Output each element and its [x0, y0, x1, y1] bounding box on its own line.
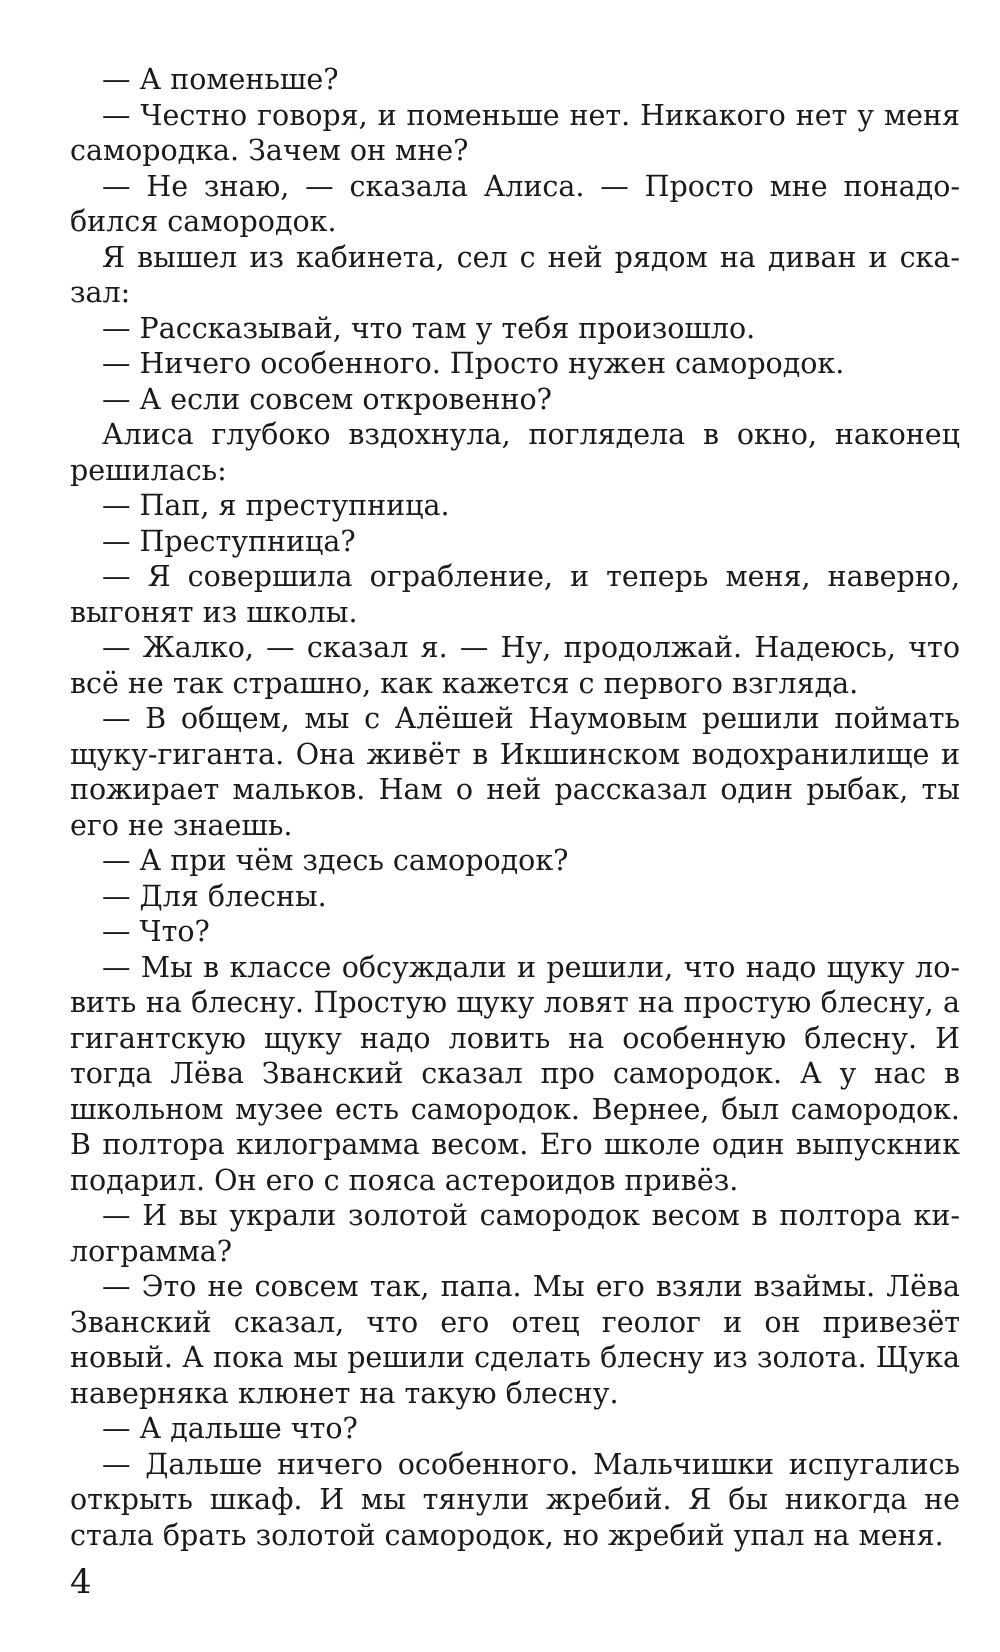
- paragraph: — Честно говоря, и поменьше нет. Никакого нет у меня самородка. Зачем он мне?: [70, 98, 960, 167]
- paragraph: Я вышел из кабинета, сел с ней рядом на диван и сказал:: [70, 240, 960, 309]
- paragraph: — А дальше что?: [102, 1412, 358, 1445]
- paragraph: — Преступница?: [102, 524, 356, 558]
- paragraph: — А если совсем откровенно?: [102, 382, 552, 416]
- paragraph: — Рассказывай, что там у тебя произошло.: [102, 311, 756, 345]
- paragraph: — Что?: [102, 915, 210, 948]
- paragraph: — Я совершила ограбление, и теперь меня, наверно, выгонят из школы.: [70, 560, 960, 629]
- paragraph: Алиса глубоко вздохнула, поглядела в окно, наконец решилась:: [70, 418, 960, 487]
- paragraph: — И вы украли золотой самородок весом в полтора килограмма?: [70, 1199, 960, 1268]
- paragraph: — Пап, я преступница.: [102, 489, 450, 522]
- paragraph: — Для блесны.: [102, 879, 327, 913]
- paragraph: — Не знаю, — сказала Алиса. — Просто мне понадобился самородок.: [70, 169, 960, 238]
- page-number: 4: [70, 1562, 92, 1602]
- body-text: [70, 62, 960, 1553]
- paragraph: — Дальше ничего особенного. Мальчишки испугались открыть шкаф. И мы тянули жребий. Я бы никогда не стала брать золотой самородок, но жребий упал на меня.: [70, 1447, 960, 1552]
- paragraph: — В общем, мы с Алёшей Наумовым решили поймать щуку-гиганта. Она живёт в Икшинском водохранилище и пожирает мальков. Нам о ней рассказал один рыбак, ты его не знаешь.: [70, 702, 960, 842]
- paragraph: — Жалко, — сказал я. — Ну, продолжай. Надеюсь, что всё не так страшно, как кажется с первого взгляда.: [70, 631, 960, 700]
- paragraph: — Ничего особенного. Просто нужен самородок.: [102, 347, 845, 380]
- paragraph: — А поменьше?: [102, 63, 339, 96]
- paragraph: — Мы в классе обсуждали и решили, что надо щуку ловить на блесну. Простую щуку ловят на простую блесну, а гигантскую щуку надо ловить на особенную блесну. И тогда Лёва Званский сказал про самородок. А у нас в школьном музее есть самородок. Вернее, был самородок. В полтора килограмма весом. Его школе один выпускник подарил. Он его с пояса астероидов привёз.: [70, 950, 960, 1197]
- paragraph: — А при чём здесь самородок?: [102, 844, 569, 877]
- paragraph: — Это не совсем так, папа. Мы его взяли взаймы. Лёва Званский сказал, что его отец геолог и он привезёт новый. А пока мы решили сделать блесну из золота. Щука наверняка клюнет на такую блесну.: [70, 1270, 960, 1410]
